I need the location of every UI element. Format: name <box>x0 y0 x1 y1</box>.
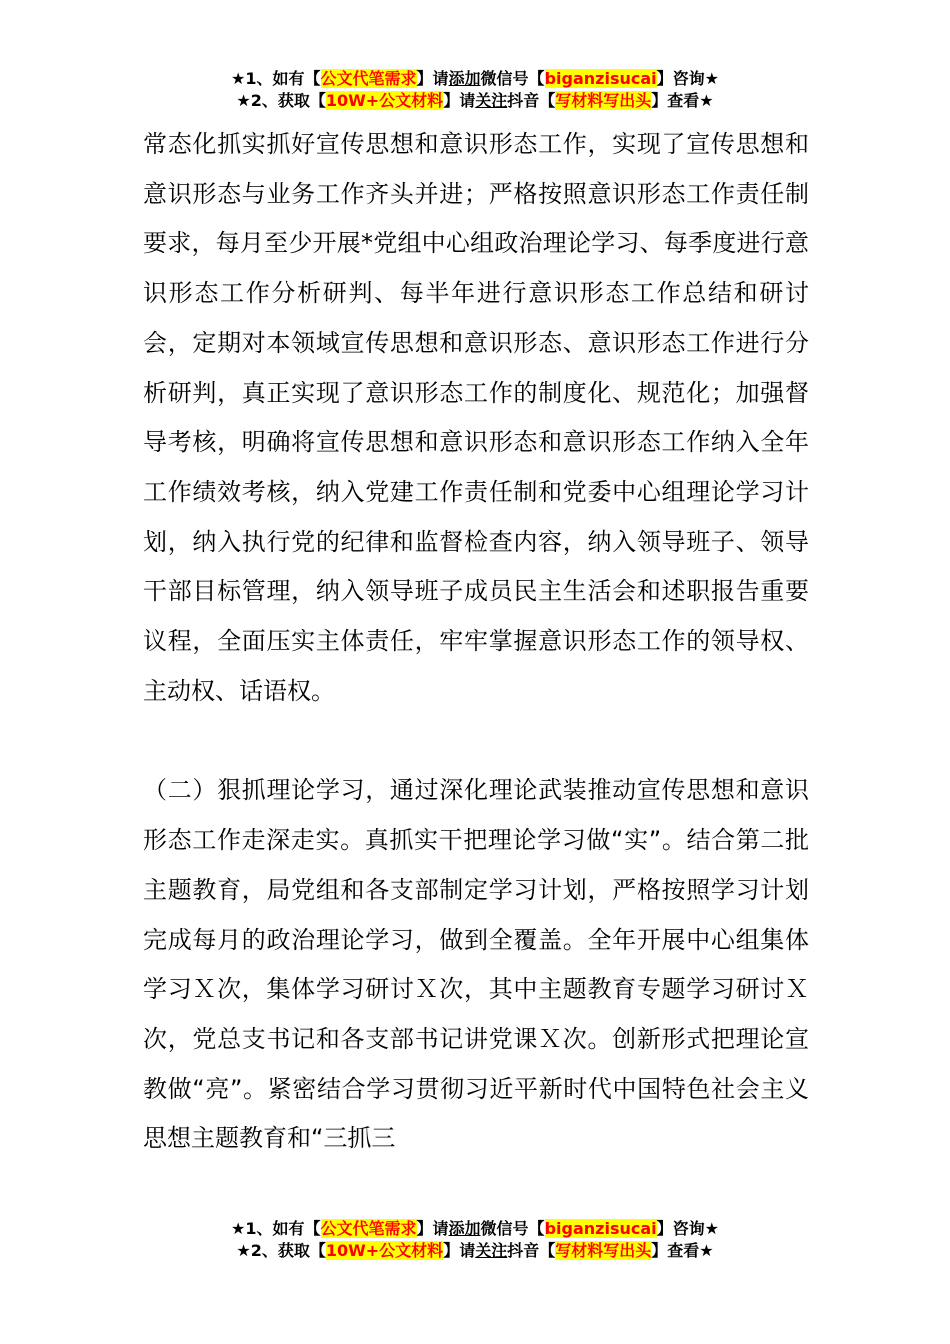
banner-line-1: ★1、如有【公文代笔需求】请添加微信号【biganzisucai】咨询★ <box>231 1219 719 1238</box>
footer-banner <box>0 1218 950 1262</box>
highlight-service: 公文代笔需求 <box>320 1219 417 1238</box>
banner-line-1: ★1、如有【公文代笔需求】请添加微信号【biganzisucai】咨询★ <box>231 69 719 88</box>
highlight-douyin-account: 写材料写出头 <box>555 91 652 110</box>
paragraph-2: （二）狠抓理论学习，通过深化理论武装推动宣传思想和意识形态工作走深走实。真抓实干把理论学习做“实”。结合第二批主题教育，局党组和各支部制定学习计划，严格按照学习计划完成每月的政治理论学习，做到全覆盖。全年开展中心组集体学习Ｘ次，集体学习研讨Ｘ次，其中主题教育专题学习研讨Ｘ次，党总支书记和各支部书记讲党课Ｘ次。创新形式把理论宣教做“亮”。紧密结合学习贯彻习近平新时代中国特色社会主义思想主题教育和“三抓三 <box>143 776 809 1153</box>
highlight-wechat-id: biganzisucai <box>544 1219 657 1238</box>
paragraph-1: 常态化抓实抓好宣传思想和意识形态工作，实现了宣传思想和意识形态与业务工作齐头并进；严格按照意识形态工作责任制要求，每月至少开展*党组中心组政治理论学习、每季度进行意识形态工作分析研判、每半年进行意识形态工作总结和研讨会，定期对本领域宣传思想和意识形态、意识形态工作进行分析研判，真正实现了意识形态工作的制度化、规范化；加强督导考核，明确将宣传思想和意识形态和意识形态工作纳入全年工作绩效考核，纳入党建工作责任制和党委中心组理论学习计划，纳入执行党的纪律和监督检查内容，纳入领导班子、领导干部目标管理，纳入领导班子成员民主生活会和述职报告重要议程，全面压实主体责任，牢牢掌握意识形态工作的领导权、主动权、话语权。 <box>143 130 809 705</box>
banner-line-2: ★2、获取【10W+公文材料】请关注抖音【写材料写出头】查看★ <box>236 91 714 110</box>
document-body <box>143 120 809 1164</box>
highlight-materials: 10W+公文材料 <box>325 1241 444 1260</box>
header-banner <box>0 68 950 112</box>
highlight-materials: 10W+公文材料 <box>325 91 444 110</box>
highlight-wechat-id: biganzisucai <box>544 69 657 88</box>
highlight-douyin-account: 写材料写出头 <box>555 1241 652 1260</box>
banner-line-2: ★2、获取【10W+公文材料】请关注抖音【写材料写出头】查看★ <box>236 1241 714 1260</box>
highlight-service: 公文代笔需求 <box>320 69 417 88</box>
